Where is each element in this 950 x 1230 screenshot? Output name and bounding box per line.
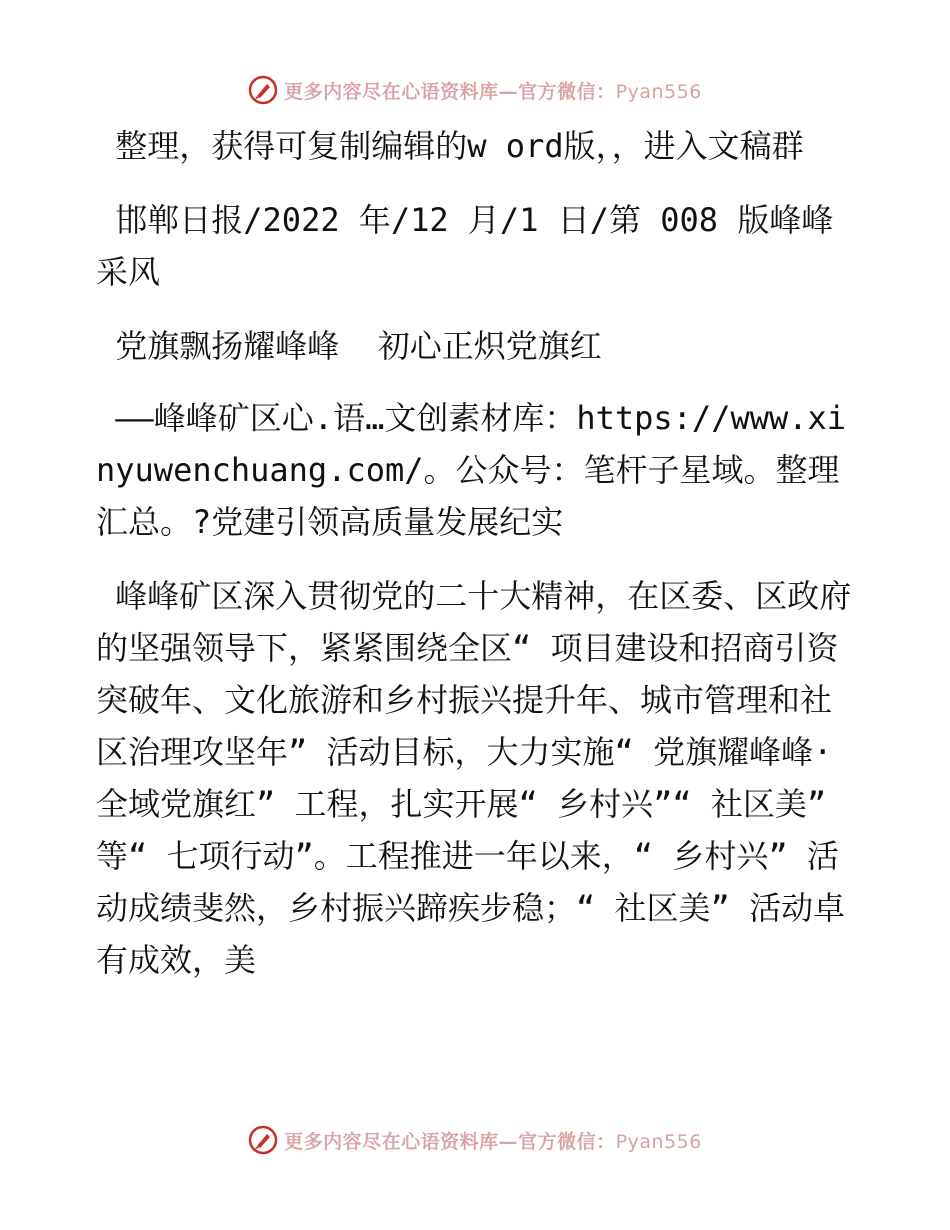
- pen-nib-logo-icon: [248, 1125, 278, 1155]
- paragraph-body: 峰峰矿区深入贯彻党的二十大精神，在区委、区政府的坚强领导下，紧紧围绕全区“ 项目建设和招商引资突破年、文化旅游和乡村振兴提升年、城市管理和社区治理攻坚年” 活动目标，大力实施“ 党旗耀峰峰· 全域党旗红” 工程，扎实开展“ 乡村兴”“ 社区美” 等“ 七项行动”。工程推进一年以来，“ 乡村兴” 活动成绩斐然，乡村振兴蹄疾步稳；“ 社区美” 活动卓有成效，美: [96, 577, 852, 979]
- footer-banner: [0, 1120, 950, 1160]
- article-title: 党旗飘扬耀峰峰 初心正炽党旗红: [96, 327, 602, 365]
- paragraph-source: 邯郸日报/2022 年/12 月/1 日/第 008 版峰峰采风: [96, 201, 834, 291]
- paragraph-intro: 整理，获得可复制编辑的w ord版，，进入文稿群: [96, 127, 804, 165]
- banner-text: 更多内容尽在心语资料库—官方微信：Pyan556: [284, 1130, 702, 1153]
- wechat-id: Pyan556: [615, 1130, 702, 1153]
- header-banner: [0, 70, 950, 110]
- wechat-id: Pyan556: [615, 80, 702, 103]
- pen-nib-logo-icon: [248, 75, 278, 105]
- document-body: [96, 120, 856, 1008]
- article-subtitle: ——峰峰矿区心.语…文创素材库：https://www.xinyuwenchuang.com/。公众号：笔杆子星域。整理汇总。?党建引领高质量发展纪实: [96, 399, 847, 541]
- banner-text: 更多内容尽在心语资料库—官方微信：Pyan556: [284, 80, 702, 103]
